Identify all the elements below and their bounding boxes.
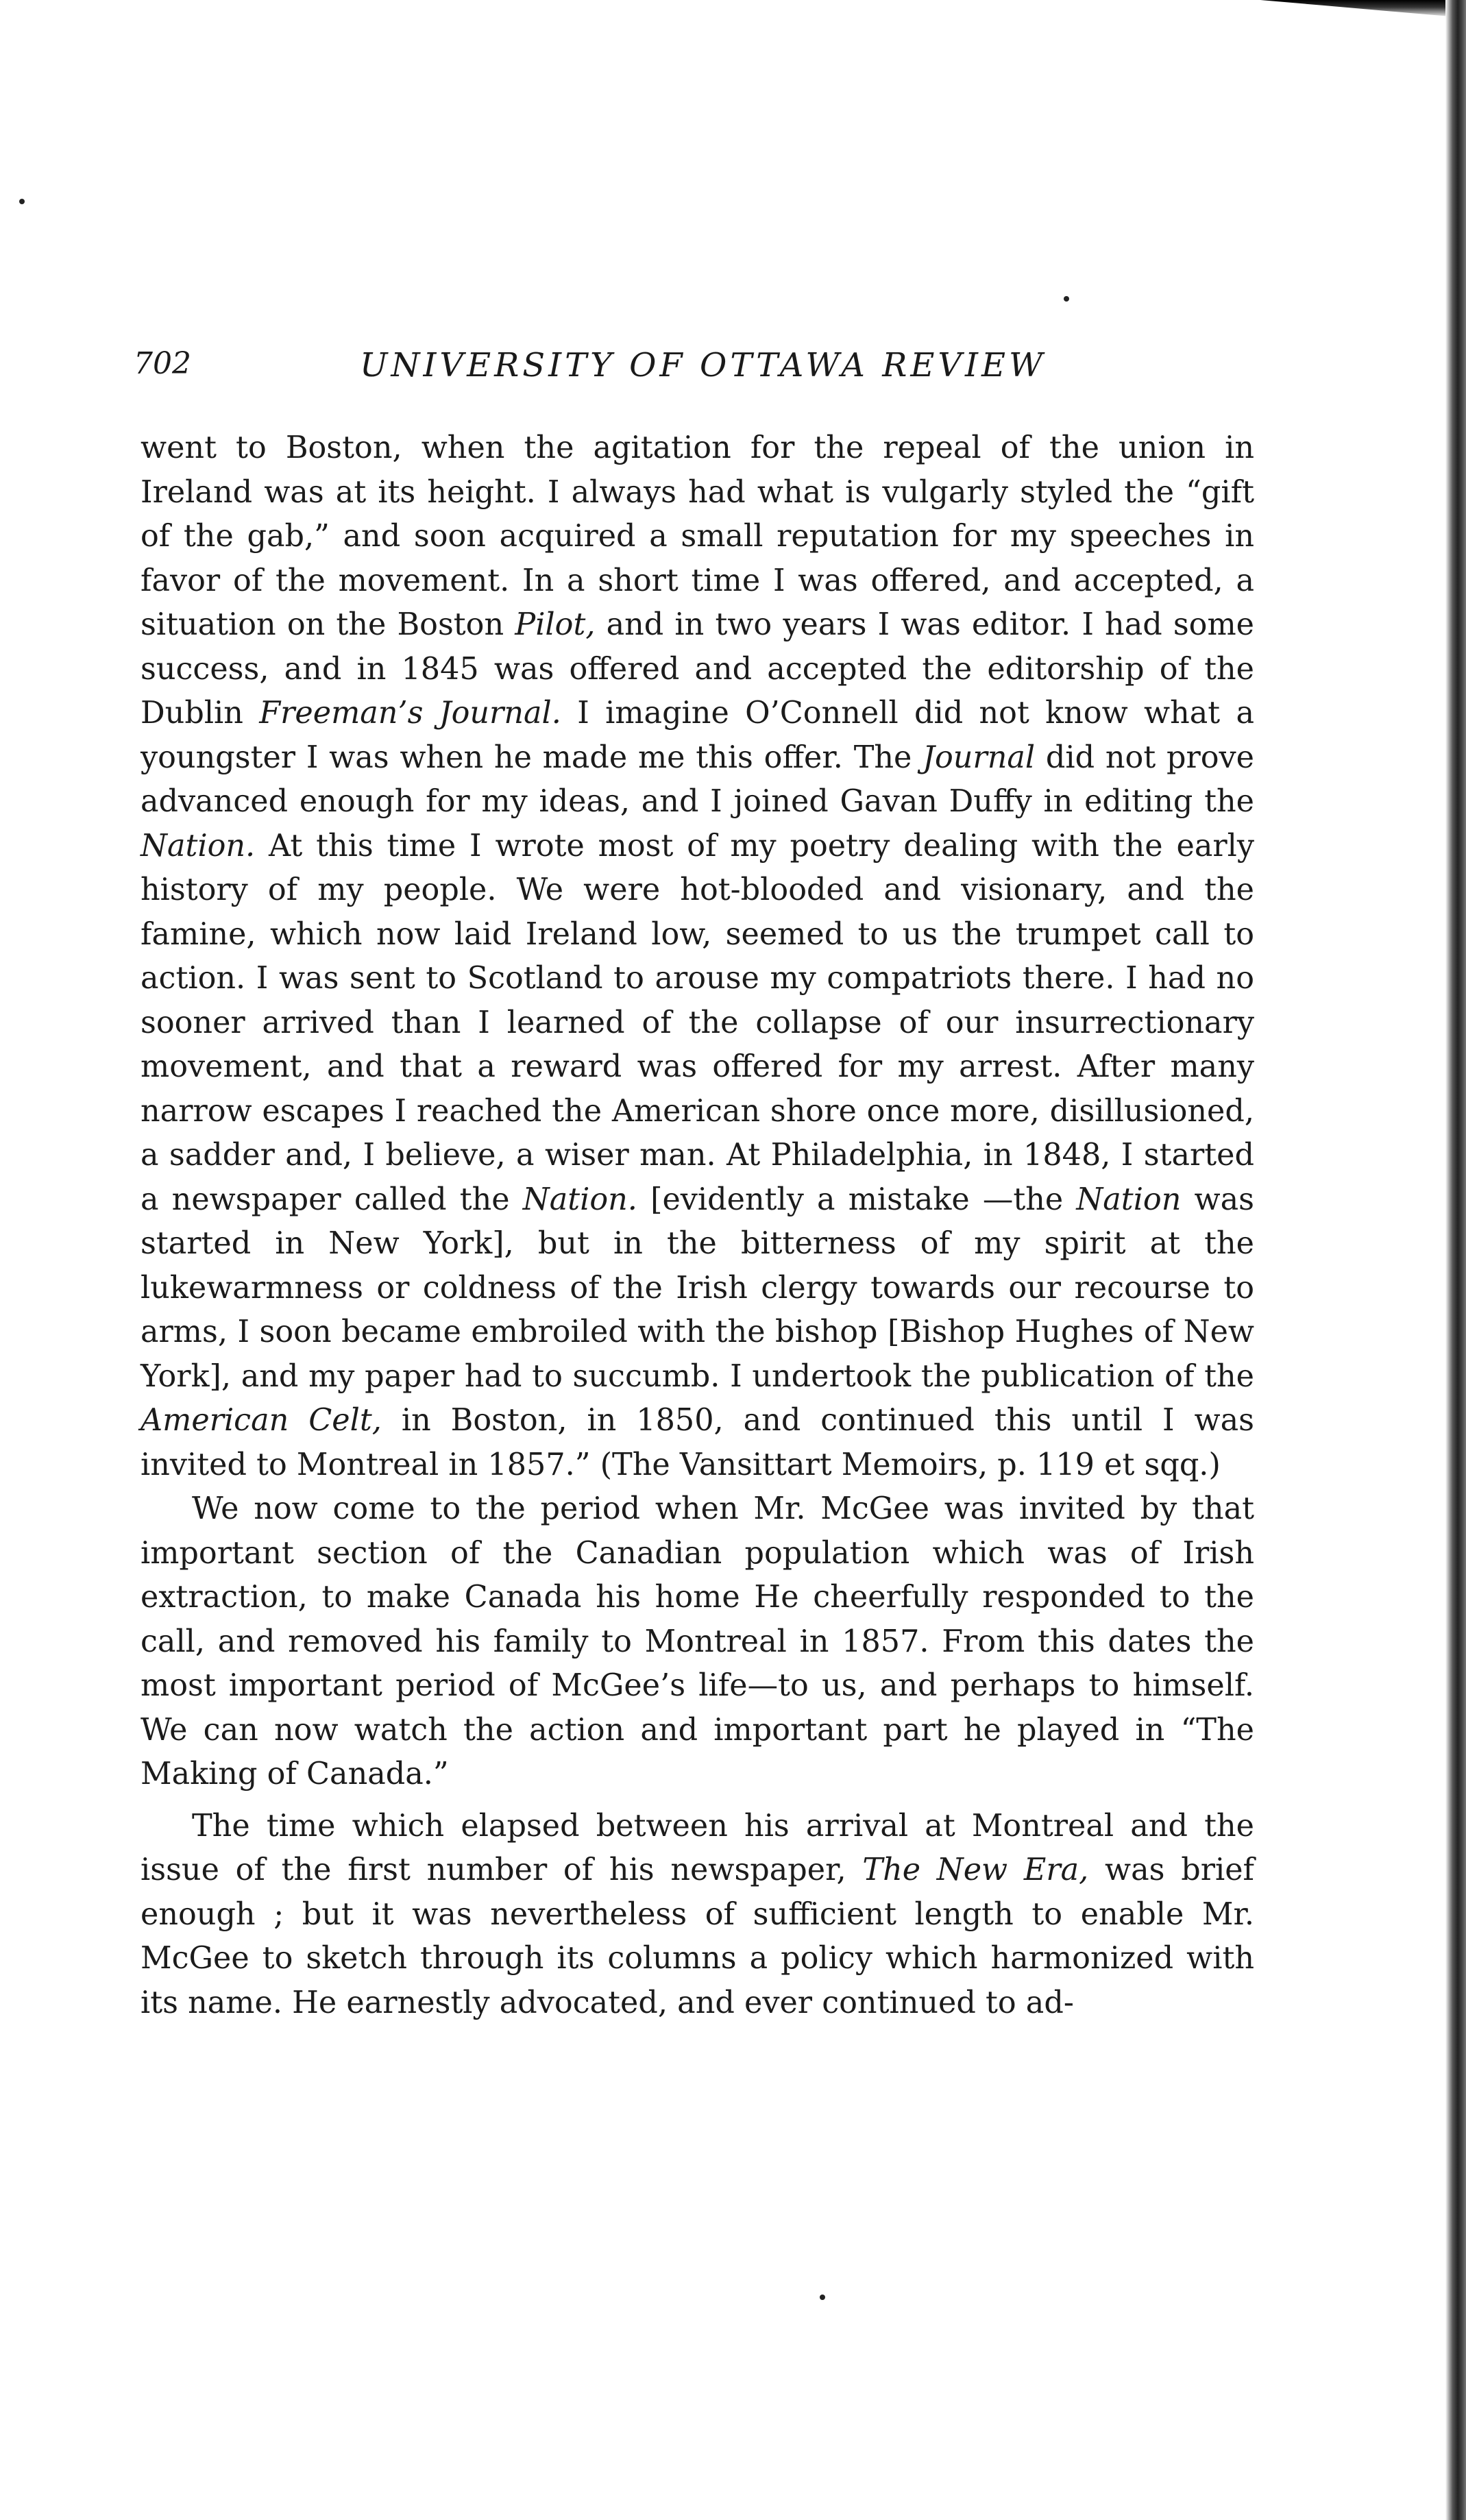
paragraph: [141, 426, 1254, 1487]
italic-title: Nation: [1076, 1182, 1182, 1217]
page-header: [134, 346, 1258, 387]
binding-edge-top: [1260, 0, 1466, 18]
italic-title: Journal: [923, 739, 1036, 775]
text-run: At this time I wrote most of my poetry dealing with the early history of my people. We were hot-blooded and visionary, and the famine, which now laid Ireland low, seemed to us the trumpet call to action. I was sent to Scotland to arouse my compatriots there. I had no sooner arrived than I learned of the collapse of our insurrectionary movement, and that a reward was offered for my arrest. After many narrow escapes I reached the American shore once more, disillusioned, a sadder and, I believe, a wiser man. At Philadelphia, in 1848, I started a newspaper called the: [141, 828, 1254, 1217]
text-run: in Boston, in 1850, and continued this until I was invited to Montreal in 1857.” (The Vansittart Memoirs, p. 119 et sqq.): [141, 1403, 1255, 1482]
scan-speck: [19, 199, 25, 204]
text-run: was started in New York], but in the bitterness of my spirit at the lukewarmness or coldness of the Irish clergy towards our recourse to arms, I soon became embroiled with the bishop [Bishop Hughes of New York], and my paper had to succumb. I undertook the publication of the: [141, 1182, 1254, 1394]
scan-speck: [820, 2295, 825, 2300]
paragraph: [141, 1805, 1254, 2026]
running-title: UNIVERSITY OF OTTAWA REVIEW: [360, 346, 1047, 384]
text-run: We now come to the period when Mr. McGee was invited by that important section of the Canadian population which was of Irish extraction, to make Canada his home He cheerfully responded to the call, and removed his family to Montreal in 1857. From this dates the most important period of McGee’s life—to us, and perhaps to himself. We can now watch the action and important part he played in “The Making of Canada.”: [141, 1491, 1254, 1791]
paragraph: [141, 1487, 1254, 1797]
page-number: 702: [134, 346, 191, 381]
text-run: The time which elapsed between his arrival at Montreal and the issue of the first number of his newspaper,: [141, 1808, 1254, 1887]
text-run: did not prove advanced enough for my ideas, and I joined Gavan Duffy in editing the: [141, 739, 1254, 819]
text-run: I imagine O’Connell did not know what a youngster I was when he made me this offer. The: [141, 696, 1254, 775]
italic-title: Nation.: [522, 1182, 637, 1217]
italic-title: Nation.: [141, 828, 256, 864]
italic-title: Freeman’s Journal.: [259, 696, 561, 731]
binding-edge-shadow: [1445, 0, 1466, 2520]
italic-title: The New Era,: [862, 1852, 1089, 1887]
text-run: was brief enough ; but it was nevertheless of sufficient length to enable Mr. McGee to sketch through its columns a policy which harmonized with its name. He earnestly advocated, and ever continued to ad-: [141, 1852, 1255, 2020]
text-run: and in two years I was editor. I had some success, and in 1845 was offered and accepted the editorship of the Dublin: [141, 607, 1255, 731]
italic-title: American Celt,: [141, 1403, 382, 1438]
text-run: went to Boston, when the agitation for the repeal of the union in Ireland was at its height. I always had what is vulgarly styled the “gift of the gab,” and soon acquired a small reputation for my speeches in favor of the movement. In a short time I was offered, and accepted, a situation on the Boston: [141, 430, 1254, 642]
italic-title: Pilot,: [515, 607, 596, 642]
scan-speck: [1064, 296, 1069, 302]
body-text: [141, 426, 1254, 2025]
text-run: [evidently a mistake —the: [637, 1182, 1077, 1217]
